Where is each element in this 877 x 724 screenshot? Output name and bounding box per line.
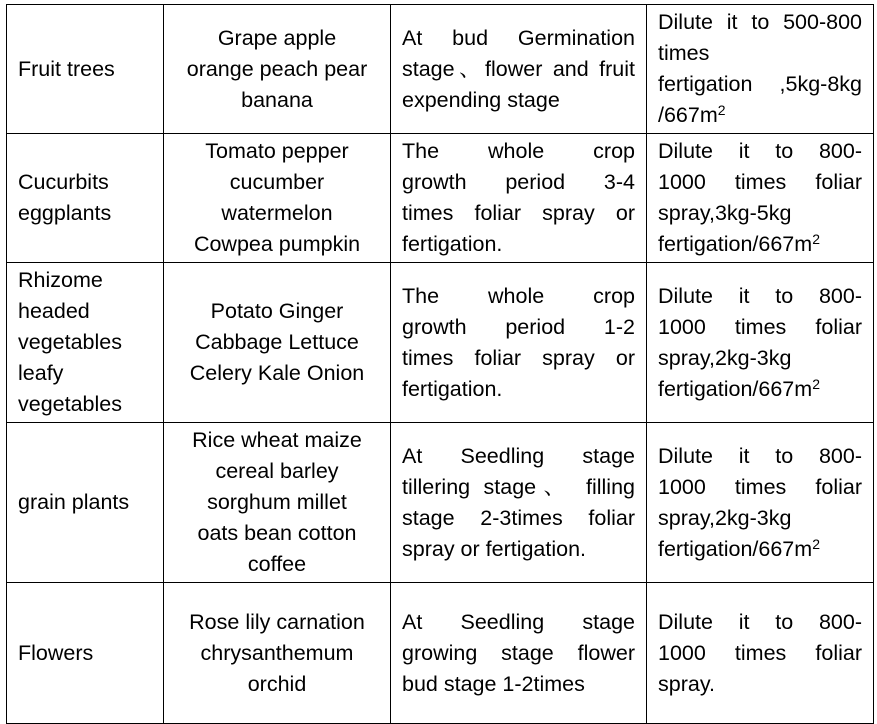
table-row	[7, 134, 874, 263]
crop-category-cell: Rhizome headed vegetables leafy vegetables	[7, 263, 164, 423]
crop-category-cell: Flowers	[7, 583, 164, 724]
dosage-cell: Dilute it to 800- 1000 times foliar spray,2kg-3kg fertigation/$667m^2$	[647, 263, 874, 423]
application-stage-cell: The whole crop growth period 3-4 times foliar spray or fertigation.	[391, 134, 647, 263]
crop-category-cell: Cucurbits eggplants	[7, 134, 164, 263]
crop-list-cell: Potato Ginger Cabbage Lettuce Celery Kale Onion	[164, 263, 391, 423]
table-row	[7, 263, 874, 423]
dosage-cell: Dilute it to 800- 1000 times foliar spray.	[647, 583, 874, 724]
crop-list-cell: Rose lily carnation chrysanthemum orchid	[164, 583, 391, 724]
crop-list-cell: Grape apple orange peach pear banana	[164, 5, 391, 134]
dosage-cell: Dilute it to 800- 1000 times foliar spray,2kg-3kg fertigation/$667m^2$	[647, 423, 874, 583]
dosage-cell: Dilute it to 800- 1000 times foliar spray,3kg-5kg fertigation/$667m^2$	[647, 134, 874, 263]
crop-list-cell: Rice wheat maize cereal barley sorghum millet oats bean cotton coffee	[164, 423, 391, 583]
dosage-cell: Dilute it to 500-800 times fertigation ,5kg-8kg $/667m^2$	[647, 5, 874, 134]
table-row	[7, 583, 874, 724]
application-stage-cell: At Seedling stage growing stage flower bud stage 1-2times	[391, 583, 647, 724]
table-row	[7, 423, 874, 583]
table-row	[7, 5, 874, 134]
application-stage-cell: At bud Germination stage、flower and fruit expending stage	[391, 5, 647, 134]
application-table	[6, 4, 874, 724]
application-stage-cell: The whole crop growth period 1-2 times foliar spray or fertigation.	[391, 263, 647, 423]
crop-category-cell: Fruit trees	[7, 5, 164, 134]
application-stage-cell: At Seedling stage tillering stage、 filling stage 2-3times foliar spray or fertigation.	[391, 423, 647, 583]
crop-category-cell: grain plants	[7, 423, 164, 583]
crop-list-cell: Tomato pepper cucumber watermelon Cowpea pumpkin	[164, 134, 391, 263]
